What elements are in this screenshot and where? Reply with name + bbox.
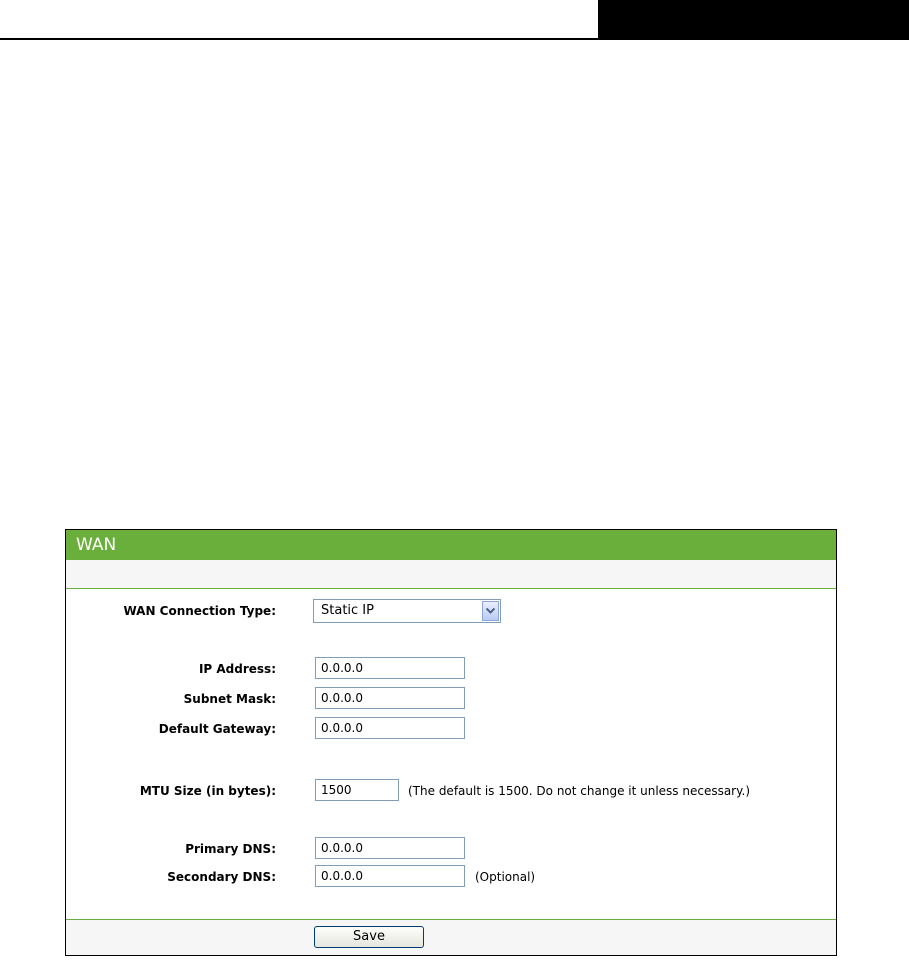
document-header-tab <box>598 0 909 38</box>
connection-type-select[interactable] <box>313 599 501 623</box>
panel-title: WAN <box>66 530 836 560</box>
secondary-dns-label: Secondary DNS: <box>167 870 276 884</box>
chevron-down-icon[interactable] <box>482 601 499 621</box>
connection-type-label: WAN Connection Type: <box>123 604 276 618</box>
mtu-label: MTU Size (in bytes): <box>139 784 276 798</box>
subnet-mask-row <box>66 687 836 711</box>
mtu-note: (The default is 1500. Do not change it unless necessary.) <box>408 784 751 798</box>
connection-type-value: Static IP <box>321 603 374 618</box>
primary-dns-row <box>66 837 836 861</box>
panel-subheader <box>66 560 836 589</box>
connection-type-row <box>66 599 836 623</box>
ip-address-input[interactable]: 0.0.0.0 <box>315 657 465 679</box>
ip-address-row <box>66 657 836 681</box>
subnet-mask-label: Subnet Mask: <box>183 692 276 706</box>
subnet-mask-input[interactable]: 0.0.0.0 <box>315 687 465 709</box>
panel-footer <box>66 919 836 955</box>
mtu-input[interactable]: 1500 <box>315 779 399 801</box>
mtu-row <box>66 779 836 803</box>
wan-form <box>66 589 836 919</box>
wan-panel <box>65 529 837 956</box>
document-header-rule <box>0 38 909 40</box>
primary-dns-label: Primary DNS: <box>185 842 276 856</box>
default-gateway-row <box>66 717 836 741</box>
primary-dns-input[interactable]: 0.0.0.0 <box>315 837 465 859</box>
secondary-dns-row <box>66 865 836 889</box>
secondary-dns-note: (Optional) <box>475 870 536 884</box>
default-gateway-label: Default Gateway: <box>158 722 276 736</box>
save-button[interactable]: Save <box>314 926 424 948</box>
secondary-dns-input[interactable]: 0.0.0.0 <box>315 865 465 887</box>
ip-address-label: IP Address: <box>198 662 276 676</box>
default-gateway-input[interactable]: 0.0.0.0 <box>315 717 465 739</box>
